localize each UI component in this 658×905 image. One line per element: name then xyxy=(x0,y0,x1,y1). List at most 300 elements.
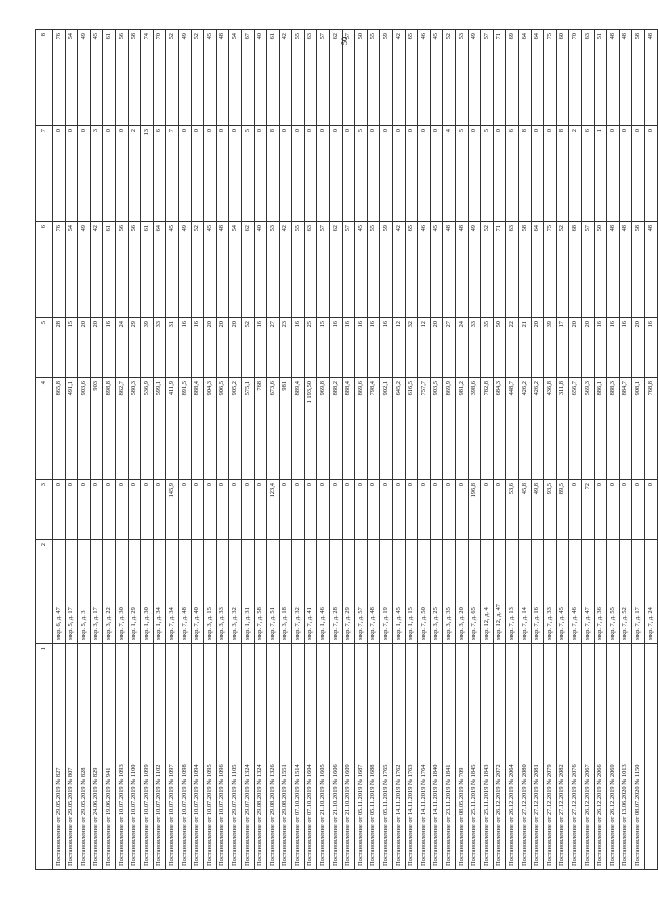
table-cell: мкр. 7, д. 46 xyxy=(569,540,582,644)
table-cell: 20 xyxy=(216,318,229,378)
table-cell: 16 xyxy=(103,318,116,378)
table-cell: 0 xyxy=(493,126,506,222)
table-cell: 60 xyxy=(556,30,569,126)
table-cell: 311,8 xyxy=(556,378,569,480)
table-cell: 52 xyxy=(241,318,254,378)
table-cell: 16 xyxy=(607,318,620,378)
table-cell: 75 xyxy=(544,30,557,126)
header-row xyxy=(36,30,53,870)
table-cell: 70 xyxy=(153,30,166,126)
table-cell: мкр. 3, д. 17 xyxy=(90,540,103,644)
table-cell: Постановление от 24.06.2019 № 829 xyxy=(90,644,103,870)
table-cell: 0 xyxy=(607,126,620,222)
table-cell: 768,8 xyxy=(644,378,657,480)
table-cell: 0 xyxy=(128,480,141,540)
table-row xyxy=(78,30,91,870)
table-cell: 48 xyxy=(619,30,632,126)
table-cell: 33 xyxy=(153,318,166,378)
table-cell: Постановление от 21.10.2019 № 1606 xyxy=(330,644,343,870)
table-cell: 71 xyxy=(493,30,506,126)
table-cell: 0 xyxy=(443,480,456,540)
table-cell: мкр. 7, д. 17 xyxy=(632,540,645,644)
table-cell: 42 xyxy=(393,222,406,318)
table-cell: 52 xyxy=(166,30,179,126)
table-cell: Постановление от 05.11.2019 № 1687 xyxy=(355,644,368,870)
table-cell: 0 xyxy=(619,126,632,222)
table-cell: 969,8 xyxy=(317,378,330,480)
table-cell: 448,7 xyxy=(506,378,519,480)
table-cell: мкр. 3, д. 20 xyxy=(456,540,469,644)
table-cell: 4 xyxy=(36,378,53,480)
table-cell: 56 xyxy=(128,222,141,318)
table-cell: мкр. 3, д. 15 xyxy=(204,540,217,644)
table-cell: 0 xyxy=(53,480,66,540)
table-cell: 49 xyxy=(178,222,191,318)
table-cell: 40 xyxy=(254,30,267,126)
table-cell: 123,4 xyxy=(267,480,280,540)
table-row xyxy=(292,30,305,870)
table-cell: 903,5 xyxy=(430,378,443,480)
table-cell: 889,4 xyxy=(292,378,305,480)
table-cell: 0 xyxy=(216,126,229,222)
table-row xyxy=(153,30,166,870)
table-cell: 0 xyxy=(254,126,267,222)
table-cell: 62 xyxy=(330,222,343,318)
table-cell: 904,3 xyxy=(204,378,217,480)
table-row xyxy=(531,30,544,870)
table-cell: 54 xyxy=(229,30,242,126)
table-row xyxy=(581,30,594,870)
table-cell: 645,2 xyxy=(393,378,406,480)
table-cell: 76 xyxy=(53,222,66,318)
table-cell: Постановление от 25.11.2019 № 1845 xyxy=(468,644,481,870)
table-cell: 42 xyxy=(279,30,292,126)
table-row xyxy=(544,30,557,870)
table-row xyxy=(267,30,280,870)
table-cell: Постановление от 07.10.2019 № 1604 xyxy=(304,644,317,870)
table-cell: 6 xyxy=(153,126,166,222)
table-cell: 61 xyxy=(141,222,154,318)
table-cell: 15 xyxy=(317,318,330,378)
table-cell: 862,7 xyxy=(115,378,128,480)
table-cell: 8 xyxy=(36,30,53,126)
table-cell: 2 xyxy=(128,126,141,222)
table-cell: мкр. 12, д. 47 xyxy=(493,540,506,644)
table-cell: 24 xyxy=(456,318,469,378)
table-cell: мкр. 1, д. 31 xyxy=(241,540,254,644)
table-cell: 0 xyxy=(380,126,393,222)
table-cell: 35 xyxy=(481,318,494,378)
table-cell: 20 xyxy=(229,318,242,378)
table-cell: 12 xyxy=(393,318,406,378)
table-cell: Постановление от 10.07.2019 № 1095 xyxy=(204,644,217,870)
table-cell: 902,1 xyxy=(380,378,393,480)
table-cell: Постановление от 26.12.2019 № 2064 xyxy=(506,644,519,870)
table-cell: Постановление от 14.11.2019 № 1763 xyxy=(405,644,418,870)
table-cell: 0 xyxy=(103,126,116,222)
table-cell: 63 xyxy=(304,222,317,318)
table-cell: мкр. 7, д. 55 xyxy=(607,540,620,644)
table-cell: 8 xyxy=(267,126,280,222)
table-cell: 48 xyxy=(216,30,229,126)
table-cell: 63 xyxy=(506,222,519,318)
table-cell: 67 xyxy=(241,30,254,126)
table-cell: 0 xyxy=(481,480,494,540)
table-cell: мкр. 12, д. 4 xyxy=(481,540,494,644)
table-cell: 48 xyxy=(216,222,229,318)
table-cell: 0 xyxy=(229,126,242,222)
table-cell: мкр. 7, д. 58 xyxy=(254,540,267,644)
table-cell: 52 xyxy=(481,222,494,318)
table-cell: 20 xyxy=(632,318,645,378)
table-cell: 0 xyxy=(317,126,330,222)
table-cell: Постановление от 08.05.2019 № 709 xyxy=(456,644,469,870)
table-cell: 50 xyxy=(355,30,368,126)
table-cell: мкр. 7, д. 57 xyxy=(355,540,368,644)
table-cell: 50 xyxy=(594,222,607,318)
table-cell: 656,7 xyxy=(569,378,582,480)
table-cell: 20 xyxy=(531,318,544,378)
table-cell: 72 xyxy=(581,480,594,540)
table-row xyxy=(569,30,582,870)
table-cell: мкр. 3, д. 35 xyxy=(443,540,456,644)
table-row xyxy=(367,30,380,870)
table-cell: 25 xyxy=(304,318,317,378)
table-cell: 0 xyxy=(644,480,657,540)
table-cell: 411,9 xyxy=(166,378,179,480)
table-cell: мкр. 3, д. 25 xyxy=(430,540,443,644)
table-cell: 16 xyxy=(594,318,607,378)
table-cell: 50 xyxy=(493,318,506,378)
table-cell: 4 xyxy=(443,126,456,222)
table-cell: 0 xyxy=(430,126,443,222)
table-cell: 76 xyxy=(53,30,66,126)
table-cell: 0 xyxy=(418,126,431,222)
table-cell: 39 xyxy=(544,318,557,378)
table-cell: Постановление от 27.12.2019 № 2081 xyxy=(531,644,544,870)
table-cell: Постановление от 10.07.2019 № 1097 xyxy=(166,644,179,870)
table-row xyxy=(380,30,393,870)
table-cell: 5 xyxy=(241,126,254,222)
table-cell: 68 xyxy=(569,222,582,318)
table-cell: 0 xyxy=(191,126,204,222)
table-cell: мкр. 7, д. 45 xyxy=(556,540,569,644)
table-row xyxy=(191,30,204,870)
table-cell: 0 xyxy=(342,480,355,540)
table-cell: 16 xyxy=(342,318,355,378)
table-cell: 16 xyxy=(191,318,204,378)
table-cell: 5 xyxy=(355,126,368,222)
table-cell: 45 xyxy=(430,30,443,126)
table-cell: мкр. 3, д. 33 xyxy=(216,540,229,644)
table-cell: 0 xyxy=(493,480,506,540)
table-cell: 3 xyxy=(90,126,103,222)
table-row xyxy=(65,30,78,870)
table-cell: Постановление от 27.12.2019 № 2080 xyxy=(518,644,531,870)
table-cell: 64 xyxy=(518,30,531,126)
table-cell: 0 xyxy=(78,480,91,540)
table-cell: 0 xyxy=(229,480,242,540)
table-cell: 48 xyxy=(619,222,632,318)
table-cell: 0 xyxy=(418,480,431,540)
table-cell: 53,6 xyxy=(506,480,519,540)
table-cell: Постановление от 10.07.2019 № 1093 xyxy=(115,644,128,870)
table-cell: Постановление от 29.07.2019 № 1324 xyxy=(241,644,254,870)
table-cell: Постановление от 10.07.2019 № 1099 xyxy=(141,644,154,870)
table-cell: 40 xyxy=(254,222,267,318)
table-cell: 53 xyxy=(456,30,469,126)
table-row xyxy=(115,30,128,870)
table-cell: 6 xyxy=(506,126,519,222)
table-cell: 869,6 xyxy=(355,378,368,480)
table-row xyxy=(456,30,469,870)
table-cell: 54 xyxy=(65,30,78,126)
table-cell: мкр. 7, д. 14 xyxy=(518,540,531,644)
table-cell: 29 xyxy=(128,318,141,378)
table-cell: 58 xyxy=(518,222,531,318)
table-cell: Постановление от 29.08.2019 № 1324 xyxy=(254,644,267,870)
table-cell: 1 xyxy=(36,644,53,870)
table-cell: Постановление от 29.08.2019 № 1326 xyxy=(267,644,280,870)
table-row xyxy=(317,30,330,870)
table-cell: 48 xyxy=(456,222,469,318)
table-cell: Постановление от 25.11.2019 № 1843 xyxy=(481,644,494,870)
table-cell: 0 xyxy=(292,480,305,540)
table-cell: 898,8 xyxy=(103,378,116,480)
table-cell: 0 xyxy=(279,480,292,540)
table-cell: Постановление от 29.05.2019 № 807 xyxy=(65,644,78,870)
table-cell: 27 xyxy=(267,318,280,378)
table-cell: 28 xyxy=(53,318,66,378)
table-cell: 0 xyxy=(153,480,166,540)
table-row xyxy=(128,30,141,870)
table-cell: 55 xyxy=(367,30,380,126)
table-cell: 869,9 xyxy=(443,378,456,480)
table-cell: мкр. 1, д. 29 xyxy=(128,540,141,644)
table-cell: 16 xyxy=(367,318,380,378)
table-cell: 55 xyxy=(367,222,380,318)
table-cell: Постановление от 26.12.2019 № 2069 xyxy=(607,644,620,870)
table-cell: 888,4 xyxy=(342,378,355,480)
table-cell: мкр. 3, д. 22 xyxy=(103,540,116,644)
table-cell: Постановление от 10.07.2019 № 1102 xyxy=(153,644,166,870)
table-cell: 8 xyxy=(518,126,531,222)
table-row xyxy=(304,30,317,870)
table-cell: мкр. 1, д. 45 xyxy=(393,540,406,644)
table-cell: 65 xyxy=(405,30,418,126)
table-cell: 569,3 xyxy=(581,378,594,480)
table-cell: 908,1 xyxy=(632,378,645,480)
table-cell: 20 xyxy=(430,318,443,378)
table-cell: 57 xyxy=(342,222,355,318)
table-cell: 62 xyxy=(330,30,343,126)
table-cell: 20 xyxy=(581,318,594,378)
table-row xyxy=(493,30,506,870)
table-cell: 55 xyxy=(292,222,305,318)
table-cell: 0 xyxy=(279,126,292,222)
table-cell: 0 xyxy=(367,480,380,540)
housing-table xyxy=(35,29,658,870)
table-cell: 0 xyxy=(468,126,481,222)
table-cell: 12 xyxy=(418,318,431,378)
table-cell: 27 xyxy=(443,318,456,378)
table-cell: 0 xyxy=(393,480,406,540)
table-cell: 39 xyxy=(141,318,154,378)
table-row xyxy=(418,30,431,870)
table-cell: 65 xyxy=(405,222,418,318)
table-cell: 49 xyxy=(78,222,91,318)
table-cell: 7 xyxy=(36,126,53,222)
table-cell: 1 193,50 xyxy=(304,378,317,480)
table-cell: Постановление от 14.11.2019 № 1764 xyxy=(418,644,431,870)
table-cell: 17 xyxy=(556,318,569,378)
table-cell: 0 xyxy=(204,126,217,222)
table-cell: 45 xyxy=(204,30,217,126)
table-cell: Постановление от 10.07.2019 № 1094 xyxy=(191,644,204,870)
table-cell: 22 xyxy=(506,318,519,378)
table-cell: 45 xyxy=(355,222,368,318)
table-row xyxy=(342,30,355,870)
table-row xyxy=(468,30,481,870)
page-number: 50 xyxy=(340,37,349,45)
table-cell: мкр. 7, д. 50 xyxy=(418,540,431,644)
table-cell: 20 xyxy=(78,318,91,378)
table-cell: 57 xyxy=(581,222,594,318)
table-cell: 48 xyxy=(644,30,657,126)
table-cell: 52 xyxy=(443,30,456,126)
table-cell: Постановление от 21.10.2019 № 1605 xyxy=(317,644,330,870)
table-cell: 580,3 xyxy=(128,378,141,480)
table-cell: 426,2 xyxy=(531,378,544,480)
table-row xyxy=(556,30,569,870)
table-cell: 7 xyxy=(166,126,179,222)
table-cell: 5 xyxy=(481,126,494,222)
table-cell: 0 xyxy=(103,480,116,540)
table-cell: 59 xyxy=(380,222,393,318)
table-cell: 49 xyxy=(178,30,191,126)
table-cell: 93,5 xyxy=(544,480,557,540)
table-cell: 5 xyxy=(36,318,53,378)
table-cell: мкр. 5, д. 3 xyxy=(78,540,91,644)
table-cell: мкр. 7, д. 36 xyxy=(594,540,607,644)
table-cell: Постановление от 14.11.2019 № 1762 xyxy=(393,644,406,870)
table-cell: 61 xyxy=(267,30,280,126)
table-cell: 0 xyxy=(607,480,620,540)
table-cell: 888,2 xyxy=(330,378,343,480)
table-cell: 0 xyxy=(342,126,355,222)
table-cell: 0 xyxy=(632,480,645,540)
table-cell: 673,6 xyxy=(267,378,280,480)
table-row xyxy=(481,30,494,870)
table-cell: 903 xyxy=(90,378,103,480)
table-cell: 46 xyxy=(418,30,431,126)
table-cell: 575,1 xyxy=(241,378,254,480)
table-cell: 45 xyxy=(204,222,217,318)
table-cell: 15 xyxy=(65,318,78,378)
table-cell: Постановление от 05.11.2019 № 1688 xyxy=(367,644,380,870)
table-cell: мкр. 7, д. 16 xyxy=(531,540,544,644)
table-row xyxy=(216,30,229,870)
table-cell: Постановление от 13.06.2020 № 1013 xyxy=(619,644,632,870)
table-cell: 0 xyxy=(304,126,317,222)
table-cell: 0 xyxy=(430,480,443,540)
table-cell: 56 xyxy=(115,222,128,318)
table-cell: 49 xyxy=(468,222,481,318)
table-cell: Постановление от 10.07.2019 № 1098 xyxy=(178,644,191,870)
table-cell: 616,5 xyxy=(405,378,418,480)
table-cell: Постановление от 14.11.2019 № 1840 xyxy=(430,644,443,870)
table-cell: 24 xyxy=(115,318,128,378)
table-cell: Постановление от 27.12.2019 № 2082 xyxy=(556,644,569,870)
table-cell: Постановление от 10.07.2019 № 1100 xyxy=(128,644,141,870)
table-cell: 71 xyxy=(493,222,506,318)
table-cell: 536,9 xyxy=(141,378,154,480)
table-cell: 52 xyxy=(191,222,204,318)
table-cell: 0 xyxy=(355,480,368,540)
table-cell: мкр. 7, д. 30 xyxy=(115,540,128,644)
table-row xyxy=(443,30,456,870)
table-cell: 42 xyxy=(279,222,292,318)
table-cell: 0 xyxy=(78,126,91,222)
table-cell: мкр. 7, д. 34 xyxy=(166,540,179,644)
table-cell: Постановление от 26.12.2019 № 2072 xyxy=(493,644,506,870)
table-cell: 0 xyxy=(304,480,317,540)
table-cell: 13 xyxy=(141,126,154,222)
table-row xyxy=(518,30,531,870)
table-cell: Постановление от 19.06.2019 № 941 xyxy=(103,644,116,870)
table-cell: мкр. 1, д. 34 xyxy=(153,540,166,644)
table-cell: 23 xyxy=(279,318,292,378)
table-row xyxy=(141,30,154,870)
table-cell: 57 xyxy=(342,30,355,126)
table-cell: 45 xyxy=(166,222,179,318)
table-row xyxy=(229,30,242,870)
table-cell: мкр. 7, д. 47 xyxy=(581,540,594,644)
table-cell: 0 xyxy=(632,126,645,222)
table-cell: 32 xyxy=(405,318,418,378)
table-cell: 20 xyxy=(90,318,103,378)
table-cell: 74 xyxy=(141,30,154,126)
table-cell: 61 xyxy=(103,30,116,126)
table-cell: 0 xyxy=(254,480,267,540)
table-cell: 981 xyxy=(279,378,292,480)
table-cell: 145,9 xyxy=(166,480,179,540)
table-cell: 757,7 xyxy=(418,378,431,480)
table-cell: 0 xyxy=(380,480,393,540)
table-cell: 891,5 xyxy=(178,378,191,480)
table-cell: мкр. 7, д. 24 xyxy=(644,540,657,644)
table-cell: 903,6 xyxy=(78,378,91,480)
table-cell: мкр. 5, д. 17 xyxy=(65,540,78,644)
table-cell: мкр. 7, д. 41 xyxy=(304,540,317,644)
table-cell: 56 xyxy=(115,30,128,126)
table-row xyxy=(430,30,443,870)
table-cell: мкр. 7, д. 33 xyxy=(544,540,557,644)
table-row xyxy=(632,30,645,870)
table-cell: 69 xyxy=(506,30,519,126)
table-cell: 981,2 xyxy=(456,378,469,480)
table-cell: 599,1 xyxy=(153,378,166,480)
table-cell: 0 xyxy=(141,480,154,540)
table-cell: 16 xyxy=(178,318,191,378)
table-cell: 782,8 xyxy=(481,378,494,480)
table-cell: 0 xyxy=(405,480,418,540)
table-cell: Постановление от 10.07.2019 № 1096 xyxy=(216,644,229,870)
table-cell: 46 xyxy=(418,222,431,318)
table-cell: 0 xyxy=(330,480,343,540)
table-cell: 0 xyxy=(216,480,229,540)
table-cell: Постановление от 29.07.2019 № 1105 xyxy=(229,644,242,870)
